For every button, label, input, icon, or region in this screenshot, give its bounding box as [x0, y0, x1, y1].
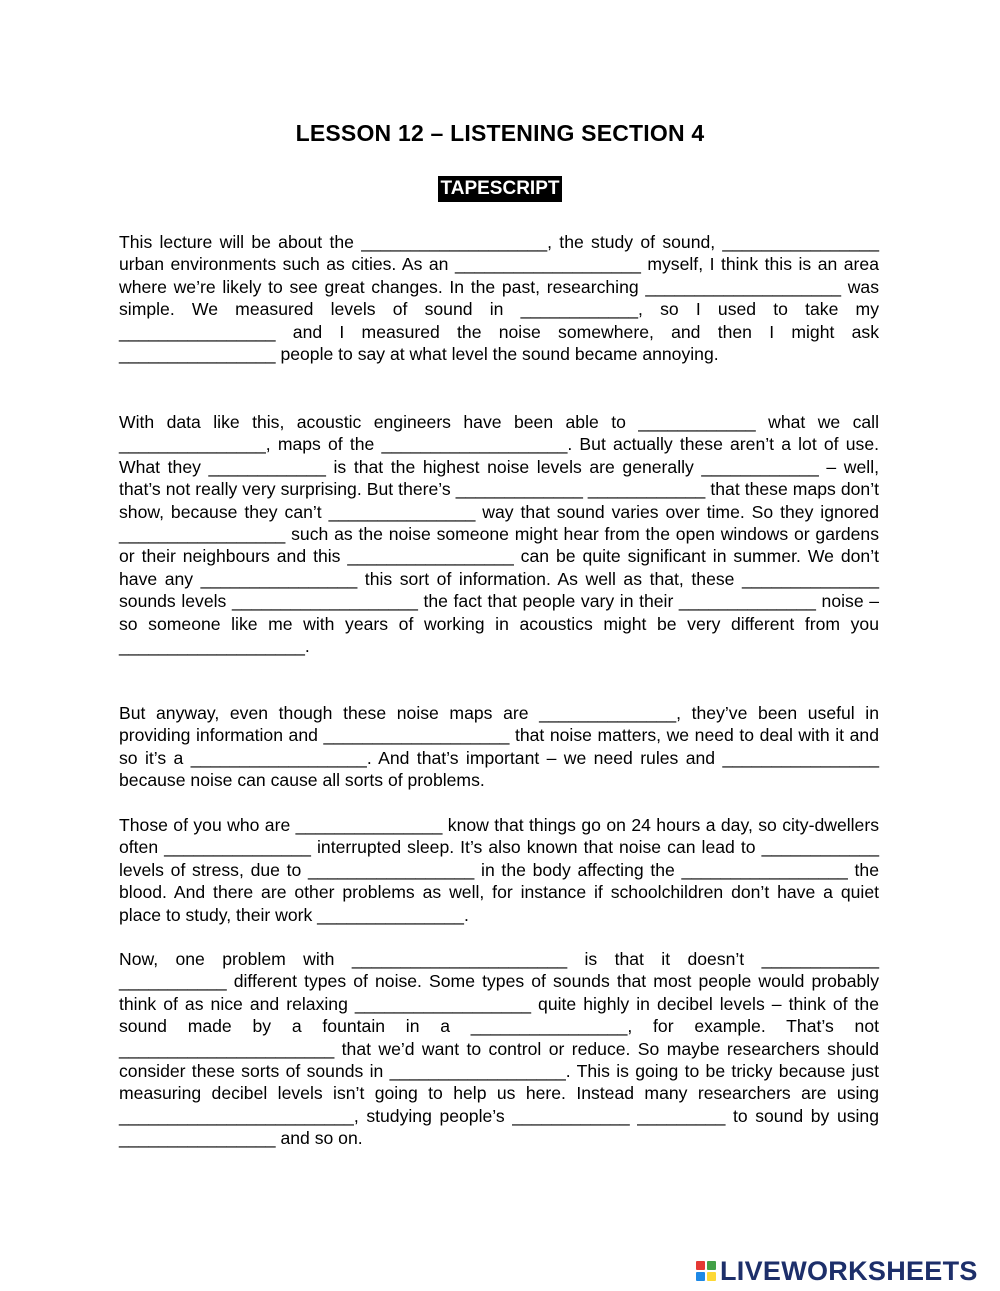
logo-icon — [696, 1261, 716, 1281]
paragraph-4: Those of you who are _______________ know that things go on 24 hours a day, so city-dwellers often _______________ interrupted sleep. It’s also known that noise can lead to ____________ levels of stress, due to _________________ in the body affecting the _________________ the blood. And there are other problems as well, for instance if schoolchildren don’t have a quiet place to study, their work _______________. — [119, 815, 879, 925]
logo-square-3 — [696, 1272, 705, 1281]
paragraph-3: But anyway, even though these noise maps are ______________, they’ve been useful in providing information and ___________________ that noise matters, we need to deal with it and so it’s a __________________. And that’s important – we need rules and ________________ because noise can cause all sorts of problems. — [119, 703, 879, 791]
page-title: LESSON 12 – LISTENING SECTION 4 — [295, 120, 705, 146]
logo-square-4 — [707, 1272, 716, 1281]
logo-text: LIVEWORKSHEETS — [720, 1255, 978, 1286]
liveworksheets-logo[interactable] — [696, 1255, 978, 1287]
paragraph-2: With data like this, acoustic engineers have been able to ____________ what we call _______________, maps of the ___________________. But actually these aren’t a lot of use. What they ____________ is that the highest noise levels are generally ____________ – well, that’s not really very surprising. But there’s _____________ ____________ that these maps don’t show, because they can’t _______________ way that sound varies over time. So they ignored _________________ such as the noise someone might hear from the open windows or gardens or their neighbours and this _________________ can be quite significant in summer. We don’t have any ________________ this sort of information. As well as that, these ______________ sounds levels ___________________ the fact that people vary in their ______________ noise – so someone like me with years of working in acoustics might be very different from you ___________________. — [119, 412, 879, 657]
logo-square-2 — [707, 1261, 716, 1270]
tapescript-heading: TAPESCRIPT — [438, 176, 563, 202]
paragraph-5: Now, one problem with ______________________ is that it doesn’t ____________ ___________ different types of noise. Some types of sounds that most people would probably think of as nice and relaxing __________________ quite highly in decibel levels – think of the sound made by a fountain in a ________________, for example. That’s not ______________________ that we’d want to control or reduce. So maybe researchers should consider these sorts of sounds in __________________. This is going to be tricky because just measuring decibel levels isn’t going to help us here. Instead many researchers are using ________________________, studying people’s ____________ _________ to sound by using ________________ and so on. — [119, 949, 879, 1149]
logo-square-1 — [696, 1261, 705, 1270]
paragraph-1: This lecture will be about the ___________________, the study of sound, ________________ urban environments such as cities. As an ___________________ myself, I think this is an area where we’re likely to see great changes. In the past, researching ____________________ was simple. We measured levels of sound in ____________, so I used to take my ________________ and I measured the noise somewhere, and then I might ask ________________ people to say at what level the sound became annoying. — [119, 232, 879, 365]
